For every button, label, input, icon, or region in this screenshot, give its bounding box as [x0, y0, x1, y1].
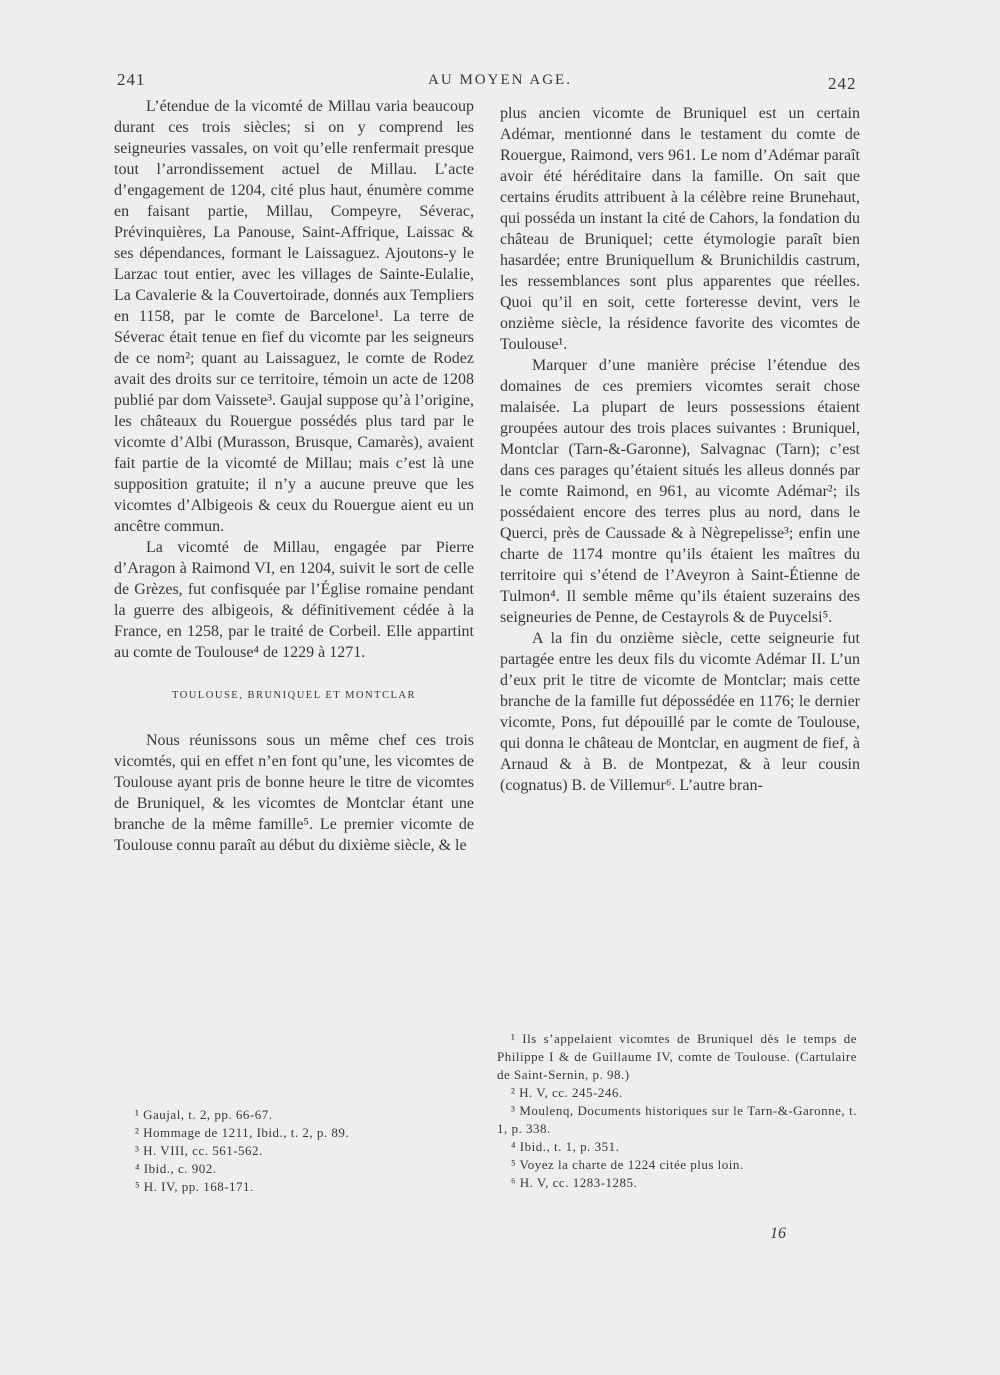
page-number-left: 241	[117, 70, 146, 89]
paragraph: L’étendue de la vicomté de Millau varia beaucoup durant ces trois siècles; si on y comprend les seigneuries vassales, on voit qu’elle renfermait presque tout l’arrondissement actuel de Millau. L’acte d’engagement de 1204, cité plus haut, énumère comme en faisant partie, Millau, Compeyre, Séverac, Prévinquières, La Panouse, Saint-Affrique, Laissac & ses dépendances, formant le Laissaguez. Ajoutons-y le Larzac tout entier, avec les villages de Sainte-Eulalie, La Cavalerie & la Couvertoirade, donnés aux Templiers en 1158, par le comte de Barcelone¹. La terre de Séverac était tenue en fief du vicomte par les seigneurs de ce nom²; quant au Laissaguez, le comte de Rodez avait des droits sur ce territoire, témoin un acte de 1208 publié par dom Vaissete³. Gaujal suppose qu’à l’origine, les châteaux du Rouergue possédés plus tard par le vicomte d’Albi (Murasson, Brusque, Camarès), avaient fait partie de la vicomté de Millau; mais c’est là une supposition gratuite; il n’y a aucune preuve que les vicomtes d’Albigeois & ceux du Rouergue aient eu un ancêtre commun.	[114, 98, 474, 535]
page-number-right: 242	[828, 74, 857, 93]
paragraph: Nous réunissons sous un même chef ces trois vicomtés, qui en effet n’en font qu’une, les vicomtes de Toulouse ayant pris de bonne heure le titre de vicomtes de Bruniquel, & les vicomtes de Montclar étant une branche de la même famille⁵. Le premier vicomte de Toulouse connu paraît au début du dixième siècle, & le	[114, 732, 474, 854]
left-footnotes	[135, 1106, 475, 1196]
footnote: ⁴ Ibid., c. 902.	[135, 1161, 217, 1176]
footnote: ⁶ H. V, cc. 1283-1285.	[511, 1175, 638, 1190]
footnote: ³ Moulenq, Documents historiques sur le Tarn-&-Garonne, t. 1, p. 338.	[497, 1103, 857, 1136]
footnote: ³ H. VIII, cc. 561-562.	[135, 1143, 263, 1158]
footnote: ⁵ Voyez la charte de 1224 citée plus loin.	[511, 1157, 744, 1172]
footnote: ² H. V, cc. 245-246.	[511, 1085, 623, 1100]
paragraph: Marquer d’une manière précise l’étendue des domaines de ces premiers vicomtes serait chose malaisée. La plupart de leurs possessions étaient groupées autour des trois places suivantes : Bruniquel, Montclar (Tarn-&-Garonne), Salvagnac (Tarn); c’est dans ces parages qu’étaient situés les alleus donnés par le comte Raimond, en 961, au vicomte Adémar²; ils possédaient encore des terres plus au nord, dans le Querci, près de Caussade & à Nègrepelisse³; enfin une charte de 1174 montre qu’ils étaient les maîtres du territoire qui s’étend de l’Aveyron à Saint-Étienne de Tulmon⁴. Il semble même qu’ils étaient suzerains des seigneuries de Penne, de Cestayrols & de Puycelsi⁵.	[500, 357, 860, 626]
section-heading: TOULOUSE, BRUNIQUEL ET MONTCLAR	[171, 690, 417, 701]
left-column	[114, 96, 474, 856]
paragraph: plus ancien vicomte de Bruniquel est un certain Adémar, mentionné dans le testament du comte de Rouergue, Raimond, vers 961. Le nom d’Adémar paraît avoir été héréditaire dans la famille. On sait que certains érudits attribuent à la célèbre reine Brunehaut, qui posséda un instant la cité de Cahors, la fondation du château de Bruniquel; cette étymologie paraît bien hasardée; entre Bruniquellum & Brunichildis castrum, les ressemblances sont plus apparentes que réelles. Quoi qu’il en soit, cette forteresse devint, vers le onzième siècle, la résidence favorite des vicomtes de Toulouse¹.	[500, 105, 860, 353]
running-title: AU MOYEN AGE.	[428, 72, 572, 88]
footnote: ⁵ H. IV, pp. 168-171.	[135, 1179, 254, 1194]
paragraph: A la fin du onzième siècle, cette seigneurie fut partagée entre les deux fils du vicomte Adémar II. L’un d’eux prit le titre de vicomte de Montclar; mais cette branche de la famille fut dépossédée en 1176; le dernier vicomte, Pons, fut dépouillé par le comte de Toulouse, qui donna le château de Montclar, en augment de fief, à Arnaud & à B. de Montpezat, & à leur cousin (cognatus) B. de Villemur⁶. L’autre bran-	[500, 630, 860, 794]
footnote: ¹ Gaujal, t. 2, pp. 66-67.	[135, 1107, 273, 1122]
footnote: ¹ Ils s’appelaient vicomtes de Bruniquel dès le temps de Philippe I & de Guillaume IV, comte de Toulouse. (Cartulaire de Saint-Sernin, p. 98.)	[497, 1031, 857, 1082]
right-footnotes	[497, 1030, 857, 1192]
paragraph: La vicomté de Millau, engagée par Pierre d’Aragon à Raimond VI, en 1204, suivit le sort de celle de Grèzes, fut confisquée par l’Église romaine pendant la guerre des albigeois, & définitivement cédée à la France, en 1258, par le traité de Corbeil. Elle appartint au comte de Toulouse⁴ de 1229 à 1271.	[114, 539, 474, 661]
footnote: ⁴ Ibid., t. 1, p. 351.	[511, 1139, 620, 1154]
signature-mark: 16	[770, 1225, 786, 1242]
right-column	[500, 103, 860, 796]
footnote: ² Hommage de 1211, Ibid., t. 2, p. 89.	[135, 1125, 350, 1140]
